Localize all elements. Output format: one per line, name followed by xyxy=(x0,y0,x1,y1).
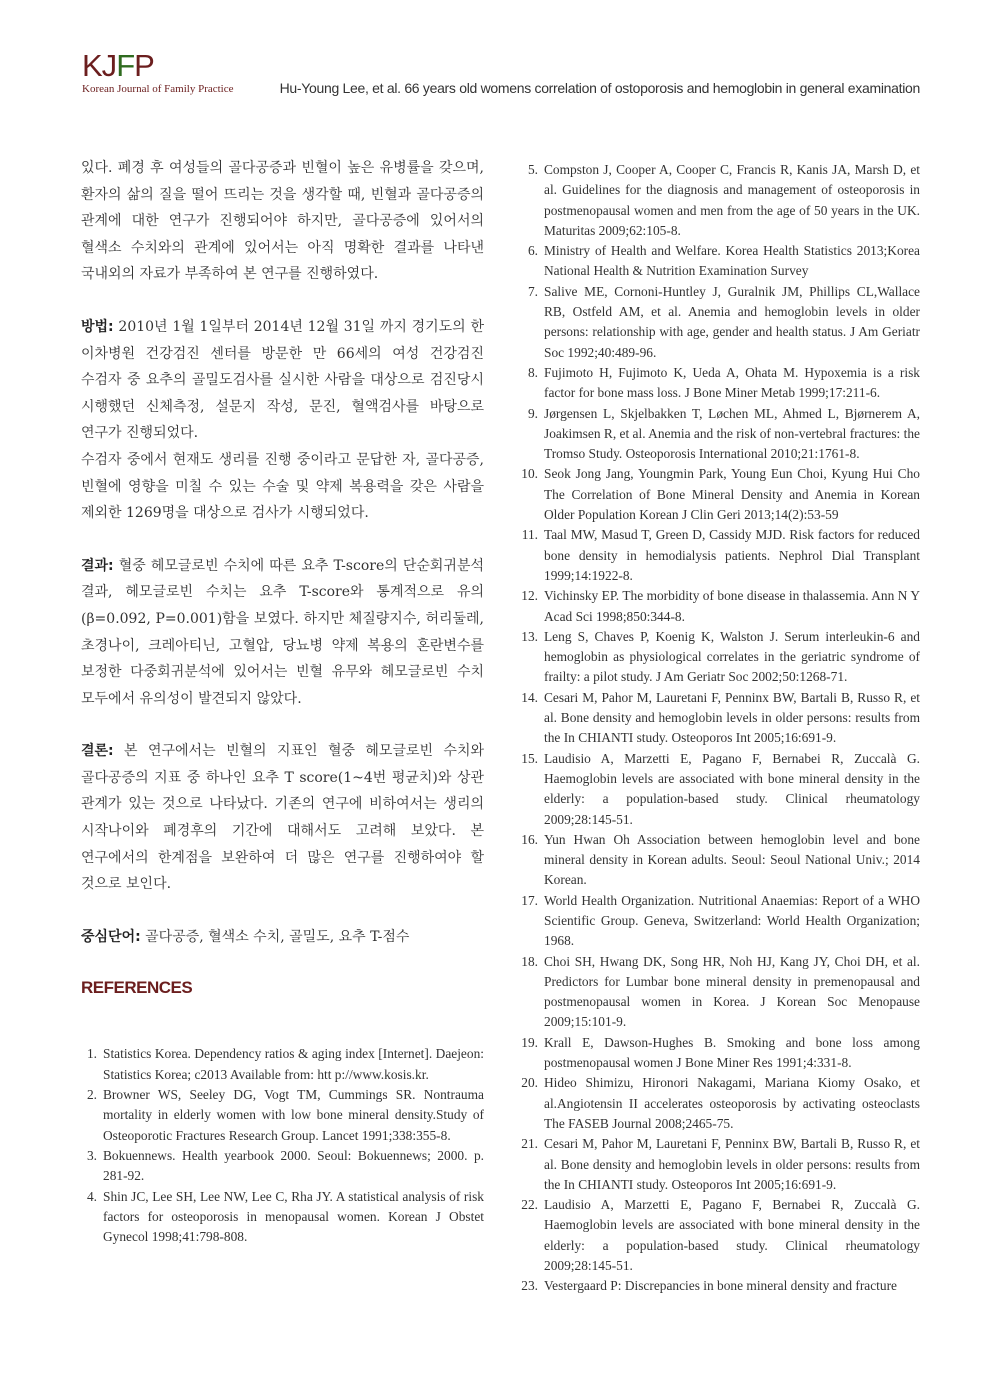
ref-text: Krall E, Dawson-Hughes B. Smoking and bone loss among postmenopausal women J Bone Miner Res 1991;4:331-8. xyxy=(544,1034,920,1071)
ref-number: 22. xyxy=(521,1197,538,1213)
reference-item xyxy=(514,1134,920,1195)
ref-number: 6. xyxy=(527,243,538,259)
ref-number: 16. xyxy=(521,831,538,847)
reference-item xyxy=(514,464,920,525)
abstract-conclusion xyxy=(81,738,484,898)
reference-item xyxy=(81,1085,484,1146)
reference-item xyxy=(81,1146,484,1187)
ref-number: 2. xyxy=(86,1087,97,1103)
logo-f: F xyxy=(116,48,135,83)
abstract-intro: 있다. 폐경 후 여성들의 골다공증과 빈혈이 높은 유병률을 갖으며, 환자의 삶의 질을 떨어 뜨리는 것을 생각할 때, 빈혈과 골다공증의 관계에 대한 연구가 진행되어야 하지만, 골다공증에 있어서의 혈색소 수치와의 관계에 있어서는 아직 명확한 결과를 나타낸 국내외의 자료가 부족하여 본 연구를 진행하였다. xyxy=(81,160,484,283)
reference-item xyxy=(514,1033,920,1074)
ref-text: Seok Jong Jang, Youngmin Park, Young Eun Choi, Kyung Hui Cho The Correlation of Bone Mineral Density and Anemia in Korean Older Population Korean J Clin Geri 2013;14(2):53-59 xyxy=(544,466,920,523)
reference-item xyxy=(514,1276,920,1296)
ref-text: Cesari M, Pahor M, Lauretani F, Penninx BW, Bartali B, Russo R, et al. Bone density and hemoglobin levels in older persons: results from the In CHIANTI study. Osteoporos Int 2005;16:691-9. xyxy=(544,1136,920,1192)
references-heading: REFERENCES xyxy=(81,978,193,998)
ref-number: 10. xyxy=(521,466,538,482)
abstract-keywords xyxy=(81,924,484,951)
ref-number: 8. xyxy=(527,364,538,380)
methods-label: 방법: xyxy=(81,318,114,335)
ref-text: Hideo Shimizu, Hironori Nakagami, Mariana Kiomy Osako, et al.Angiotensin II accelerates osteoporosis by activating osteoclasts The FASEB Journal 2008;2465-75. xyxy=(544,1075,920,1131)
ref-number: 23. xyxy=(521,1278,538,1294)
ref-text: Laudisio A, Marzetti E, Pagano F, Bernabei R, Zuccalà G. Haemoglobin levels are associated with bone mineral density in the elderly: a population-based study. Clinical rheumatology 2009;28:145-51. xyxy=(544,750,920,827)
reference-item xyxy=(514,404,920,465)
ref-text: Statistics Korea. Dependency ratios & aging index [Internet]. Daejeon: Statistics Korea; c2013 Available from: htt p://www.kosis.kr. xyxy=(103,1046,484,1082)
ref-number: 13. xyxy=(521,628,538,644)
ref-number: 5. xyxy=(527,162,538,177)
reference-item xyxy=(514,1073,920,1134)
reference-item xyxy=(514,1195,920,1276)
ref-number: 15. xyxy=(521,750,538,766)
ref-number: 4. xyxy=(86,1188,97,1204)
reference-list-left xyxy=(81,1044,484,1247)
ref-text: Shin JC, Lee SH, Lee NW, Lee C, Rha JY. A statistical analysis of risk factors for osteoporosis in menopausal women. Korean J Obstet Gynecol 1998;41:798-808. xyxy=(103,1188,484,1245)
ref-number: 12. xyxy=(521,588,538,604)
results-text: 혈중 헤모글로빈 수치에 따른 요추 T-score의 단순회귀분석 결과, 헤모글로빈 수치는 요추 T-score와 통계적으로 유의(β=0.092, P=0.001)함을 보였다. 하지만 체질량지수, 허리둘레, 초경나이, 크레아티닌, 고혈압, 당뇨병 약제 복용의 혼란변수를 보정한 다중회귀분석에 있어서는 빈혈 유무와 헤모글로빈 수치 모두에서 유의성이 발견되지 않았다. xyxy=(81,557,484,707)
methods-text: 2010년 1월 1일부터 2014년 12월 31일 까지 경기도의 한 이차병원 건강검진 센터를 방문한 만 66세의 여성 건강검진 수검자 중 요추의 골밀도검사를 실시한 사람을 대상으로 검진당시 시행했던 신체측정, 설문지 작성, 문진, 혈액검사를 바탕으로 연구가 진행되었다. xyxy=(81,318,484,442)
reference-item xyxy=(514,525,920,586)
reference-item xyxy=(514,952,920,1033)
logo-p: P xyxy=(134,48,154,83)
reference-item xyxy=(514,891,920,952)
abstract-methods xyxy=(81,314,484,447)
ref-text: Leng S, Chaves P, Koenig K, Walston J. Serum interleukin-6 and hemoglobin as physiological correlates in the geriatric syndrome of frailty: a pilot study. J Am Geriatr Soc 2002;50:1268-71. xyxy=(544,628,920,685)
ref-text: Ministry of Health and Welfare. Korea Health Statistics 2013;Korea National Health & Nutrition Examination Survey xyxy=(544,243,920,279)
reference-item xyxy=(514,688,920,749)
right-column xyxy=(514,160,920,1297)
ref-text: Jørgensen L, Skjelbakken T, Løchen ML, Ahmed L, Bjørnerem A, Joakimsen R, et al. Anemia and the risk of non-vertebral fractures: the Tromso Study. Osteoporosis International 2010;21:1761-8. xyxy=(544,405,920,462)
reference-item xyxy=(514,363,920,404)
reference-item xyxy=(514,830,920,891)
ref-text: Vestergaard P: Discrepancies in bone mineral density and fracture xyxy=(544,1278,897,1294)
ref-text: Compston J, Cooper A, Cooper C, Francis R, Kanis JA, Marsh D, et al. Guidelines for the diagnosis and management of osteoporosis in postmenopausal women and men from the age of 50 years in the UK. Maturitas 2009;62:105-8. xyxy=(544,162,920,238)
keywords-label: 중심단어: xyxy=(81,928,141,945)
ref-number: 9. xyxy=(527,405,538,421)
abstract-methods-2: 수검자 중에서 현재도 생리를 진행 중이라고 문답한 자, 골다공증, 빈혈에 영향을 미칠 수 있는 수술 및 약제 복용력을 갖은 사람을 제외한 1269명을 대상으로 검사가 시행되었다. xyxy=(81,451,484,522)
ref-number: 14. xyxy=(521,689,538,705)
keywords-text: 골다공증, 혈색소 수치, 골밀도, 요추 T-점수 xyxy=(140,928,410,945)
logo-kj: KJ xyxy=(82,48,117,83)
ref-text: World Health Organization. Nutritional Anaemias: Report of a WHO Scientific Group. Geneva, Switzerland: World Health Organization; 1968. xyxy=(544,892,920,949)
ref-text: Vichinsky EP. The morbidity of bone disease in thalassemia. Ann N Y Acad Sci 1998;850:344-8. xyxy=(544,588,920,624)
ref-text: Browner WS, Seeley DG, Vogt TM, Cummings SR. Nontrauma mortality in elderly women with low bone mineral density.Study of Osteoporotic Fractures Research Group. Lancet 1991;338:355-8. xyxy=(103,1087,484,1143)
ref-number: 19. xyxy=(521,1034,538,1050)
ref-number: 18. xyxy=(521,953,538,969)
reference-item xyxy=(514,241,920,282)
results-label: 결과: xyxy=(81,557,114,574)
ref-text: Laudisio A, Marzetti E, Pagano F, Bernabei R, Zuccalà G. Haemoglobin levels are associated with bone mineral density in the elderly: a population-based study. Clinical rheumatology 2009;28:145-51. xyxy=(544,1197,920,1274)
ref-number: 7. xyxy=(527,283,538,299)
ref-text: Cesari M, Pahor M, Lauretani F, Penninx BW, Bartali B, Russo R, et al. Bone density and hemoglobin levels in older persons: results from the In CHIANTI study. Osteoporos Int 2005;16:691-9. xyxy=(544,689,920,746)
ref-number: 17. xyxy=(521,892,538,908)
ref-text: Bokuennews. Health yearbook 2000. Seoul: Bokuennews; 2000. p. 281-92. xyxy=(103,1147,484,1184)
reference-item xyxy=(514,160,920,241)
conclusion-label: 결론: xyxy=(81,743,114,760)
reference-item xyxy=(514,627,920,688)
reference-item xyxy=(514,586,920,627)
journal-name: Korean Journal of Family Practice xyxy=(82,83,234,95)
ref-text: Choi SH, Hwang DK, Song HR, Noh HJ, Kang JY, Choi DH, et al. Predictors for Lumbar bone mineral density in premenopausal and postmenopausal women in Korea. J Korean Soc Menopause 2009;15:101-9. xyxy=(544,953,920,1030)
reference-item xyxy=(514,749,920,830)
ref-number: 20. xyxy=(521,1075,538,1091)
ref-number: 3. xyxy=(86,1147,97,1163)
ref-text: Fujimoto H, Fujimoto K, Ueda A, Ohata M. Hypoxemia is a risk factor for bone mass loss. J Bone Miner Metab 1999;17:211-6. xyxy=(544,364,920,401)
conclusion-text: 본 연구에서는 빈혈의 지표인 혈중 헤모글로빈 수치와 골다공증의 지표 중 하나인 요추 T score(1~4번 평균치)와 상관 관계가 있는 것으로 나타났다. 기존의 연구에 비하여서는 생리의 시작나이와 폐경후의 기간에 대해서도 고려해 보았다. 본 연구에서의 한계점을 보완하여 더 많은 연구를 진행하여야 할 것으로 보인다. xyxy=(81,743,484,893)
ref-text: Taal MW, Masud T, Green D, Cassidy MJD. Risk factors for reduced bone density in hemodialysis patients. Nephrol Dial Transplant 1999;14:1922-8. xyxy=(544,527,920,583)
ref-text: Salive ME, Cornoni-Huntley J, Guralnik JM, Phillips CL,Wallace RB, Ostfeld AM, et al. Anemia and hemoglobin levels in older persons: relationship with age, gender and health status. J Am Geriatr Soc 1992;40:489-96. xyxy=(544,283,920,360)
reference-item xyxy=(514,282,920,363)
ref-text: Yun Hwan Oh Association between hemoglobin level and bone mineral density in Korean adults. Seoul: Seoul National Univ.; 2014 Korean. xyxy=(544,831,920,888)
running-title: Hu-Young Lee, et al. 66 years old womens correlation of ostoporosis and hemoglobin in general examination xyxy=(279,80,920,96)
left-column xyxy=(81,155,484,1247)
abstract-results xyxy=(81,553,484,713)
reference-list-right xyxy=(514,160,920,1297)
ref-number: 11. xyxy=(521,527,538,543)
journal-logo xyxy=(82,50,154,82)
page-header xyxy=(80,50,920,110)
ref-number: 21. xyxy=(521,1136,538,1152)
reference-item xyxy=(81,1187,484,1248)
ref-number: 1. xyxy=(86,1046,97,1062)
reference-item xyxy=(81,1044,484,1085)
